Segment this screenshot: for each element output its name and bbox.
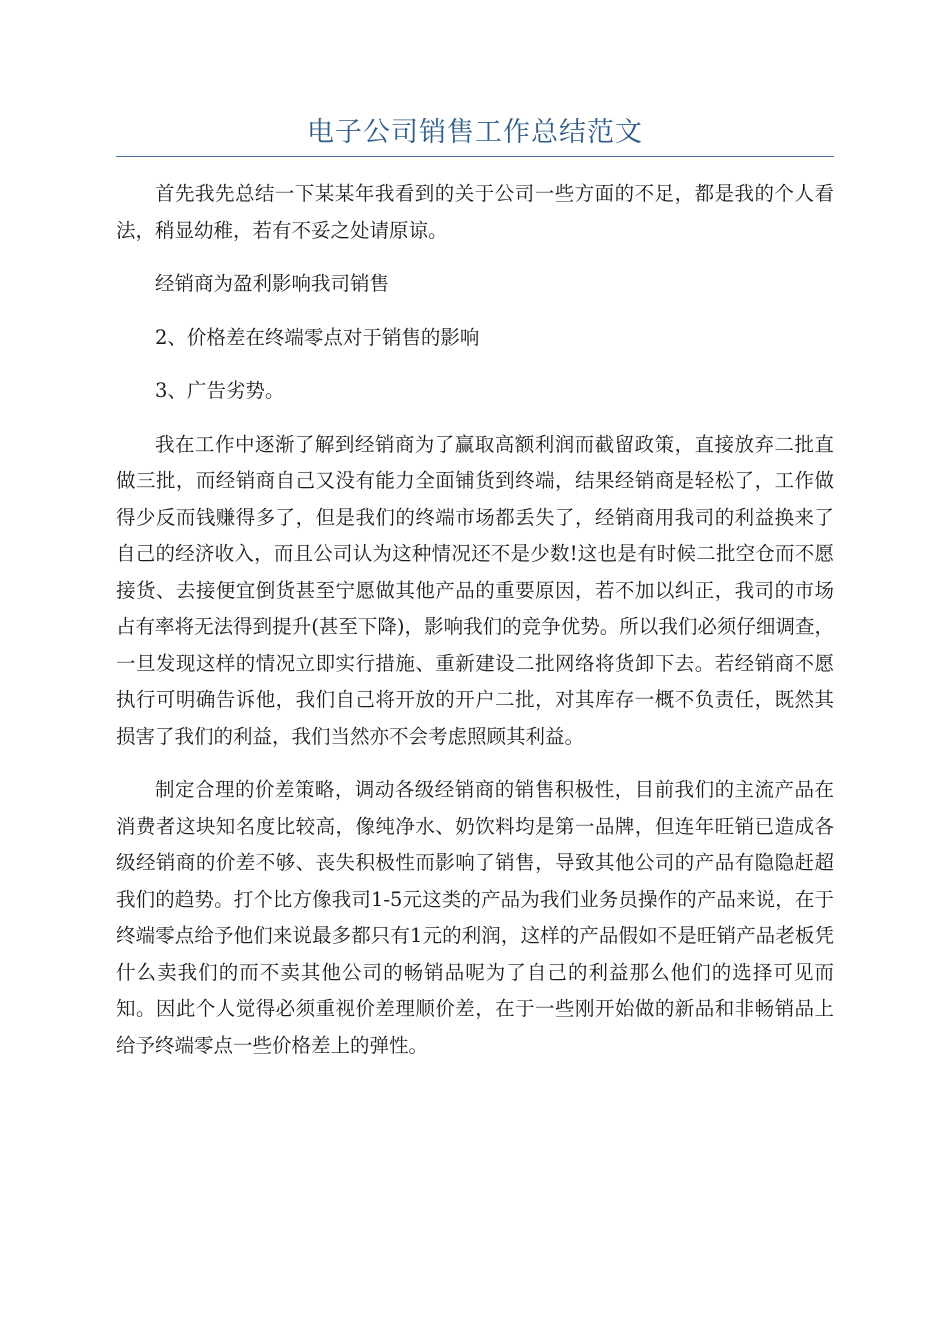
- page-title: 电子公司销售工作总结范文: [307, 117, 643, 148]
- paragraph-item-1: 经销商为盈利影响我司销售: [155, 272, 390, 295]
- paragraph-intro: 首先我先总结一下某某年我看到的关于公司一些方面的不足，都是我的个人看法，稍显幼稚，若有不妥之处请原谅。: [116, 182, 834, 242]
- paragraph-price-strategy: 制定合理的价差策略，调动各级经销商的销售积极性，目前我们的主流产品在消费者这块知名度比较高，像纯净水、奶饮料均是第一品牌，但连年旺销已造成各级经销商的价差不够、丧失积极性而影响了销售，导致其他公司的产品有隐隐赶超我们的趋势。打个比方像我司1-5元这类的产品为我们业务员操作的产品来说，在于终端零点给予他们来说最多都只有1元的利润，这样的产品假如不是旺销产品老板凭什么卖我们的而不卖其他公司的畅销品呢为了自己的利益那么他们的选择可见而知。因此个人觉得必须重视价差理顺价差，在于一些刚开始做的新品和非畅销品上给予终端零点一些价格差上的弹性。: [116, 778, 834, 1057]
- title-block: [116, 110, 834, 157]
- paragraph-dealer-issue: 我在工作中逐渐了解到经销商为了赢取高额利润而截留政策，直接放弃二批直做三批，而经销商自己又没有能力全面铺货到终端，结果经销商是轻松了，工作做得少反而钱赚得多了，但是我们的终端市场都丢失了，经销商用我司的利益换来了自己的经济收入，而且公司认为这种情况还不是少数!这也是有时候二批空仓而不愿接货、去接便宜倒货甚至宁愿做其他产品的重要原因，若不加以纠正，我司的市场占有率将无法得到提升(甚至下降)，影响我们的竞争优势。所以我们必须仔细调查，一旦发现这样的情况立即实行措施、重新建设二批网络将货卸下去。若经销商不愿执行可明确告诉他，我们自己将开放的开户二批，对其库存一概不负责任，既然其损害了我们的利益，我们当然亦不会考虑照顾其利益。: [116, 432, 834, 748]
- document-body: [116, 176, 834, 1081]
- paragraph-item-2: 2、价格差在终端零点对于销售的影响: [155, 325, 480, 349]
- paragraph-item-3: 3、广告劣势。: [155, 379, 285, 402]
